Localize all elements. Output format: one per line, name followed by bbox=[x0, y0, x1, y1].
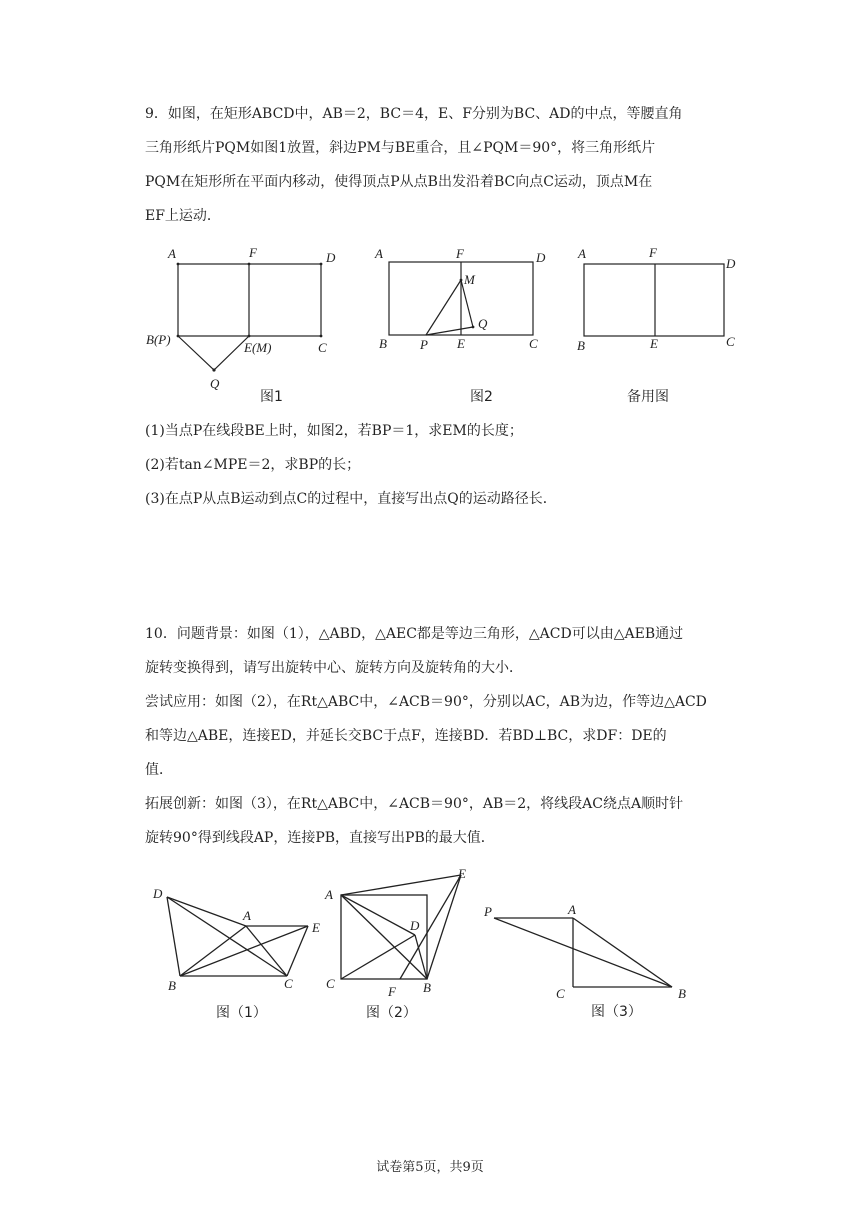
label-P: P bbox=[420, 337, 428, 352]
label-D: D bbox=[410, 918, 420, 933]
q10-figure-1 bbox=[140, 880, 340, 1030]
label-E: E bbox=[650, 336, 658, 351]
label-B: B bbox=[168, 978, 176, 993]
label-D: D bbox=[326, 250, 336, 265]
caption-backup: 备用图 bbox=[627, 389, 669, 405]
label-F: F bbox=[249, 245, 257, 260]
label-A: A bbox=[578, 246, 586, 261]
label-Q: Q bbox=[210, 376, 220, 391]
label-C: C bbox=[556, 986, 565, 1001]
label-M: M bbox=[464, 272, 475, 287]
label-A: A bbox=[375, 246, 383, 261]
label-C: C bbox=[529, 336, 538, 351]
label-F: F bbox=[649, 245, 657, 260]
q9-figure-2 bbox=[370, 240, 570, 405]
q9-figure-backup bbox=[570, 240, 770, 405]
label-A: A bbox=[243, 908, 251, 923]
label-E: E bbox=[312, 920, 320, 935]
label-B: B bbox=[678, 986, 686, 1001]
q10-line1: 10．问题背景：如图（1），△ABD，△AEC都是等边三角形，△ACD可以由△AEB通过 bbox=[145, 626, 684, 642]
caption-q10-fig3: 图（3） bbox=[591, 1004, 642, 1020]
label-C: C bbox=[726, 334, 735, 349]
q10-line2: 旋转变换得到，请写出旋转中心、旋转方向及旋转角的大小． bbox=[145, 660, 523, 676]
label-B-P: B(P) bbox=[146, 332, 171, 347]
label-E-M: E(M) bbox=[244, 340, 272, 355]
label-D: D bbox=[536, 250, 546, 265]
caption-fig2: 图2 bbox=[470, 389, 493, 405]
q9-part1: (1)当点P在线段BE上时，如图2，若BP＝1，求EM的长度； bbox=[145, 423, 523, 439]
q10-line5: 值． bbox=[145, 762, 173, 778]
label-B: B bbox=[577, 338, 585, 353]
label-D: D bbox=[153, 886, 163, 901]
page-footer: 试卷第5页，共9页 bbox=[376, 1160, 484, 1175]
label-C: C bbox=[284, 976, 293, 991]
caption-q10-fig1: 图（1） bbox=[216, 1005, 267, 1021]
label-E: E bbox=[458, 866, 466, 881]
label-P: P bbox=[484, 904, 492, 919]
label-B: B bbox=[423, 980, 431, 995]
label-F: F bbox=[456, 246, 464, 261]
label-A: A bbox=[168, 246, 176, 261]
q10-line6: 拓展创新：如图（3），在Rt△ABC中，∠ACB＝90°，AB＝2，将线段AC绕点A顺时针 bbox=[145, 796, 684, 812]
q10-figure-2 bbox=[320, 862, 490, 1021]
q9-line4: EF上运动． bbox=[145, 208, 221, 224]
q9-line3: PQM在矩形所在平面内移动，使得顶点P从点B出发沿着BC向点C运动，顶点M在 bbox=[145, 174, 653, 190]
q10-line3: 尝试应用：如图（2），在Rt△ABC中，∠ACB＝90°，分别以AC，AB为边，作等边△ACD bbox=[145, 694, 707, 710]
label-C: C bbox=[326, 976, 335, 991]
label-B: B bbox=[379, 336, 387, 351]
q10-figure-3 bbox=[480, 890, 710, 1040]
q9-figure-1 bbox=[140, 240, 340, 405]
label-C: C bbox=[318, 340, 327, 355]
label-A: A bbox=[568, 902, 576, 917]
q10-line7: 旋转90°得到线段AP，连接PB，直接写出PB的最大值． bbox=[145, 830, 495, 846]
label-D: D bbox=[726, 256, 736, 271]
caption-fig1: 图1 bbox=[260, 389, 283, 405]
label-E: E bbox=[457, 336, 465, 351]
label-Q: Q bbox=[478, 316, 488, 331]
q9-line1: 9．如图，在矩形ABCD中，AB＝2，BC＝4，E、F分别为BC、AD的中点，等腰直角 bbox=[145, 106, 683, 122]
label-F: F bbox=[388, 984, 396, 999]
label-A: A bbox=[325, 887, 333, 902]
q9-part3: (3)在点P从点B运动到点C的过程中，直接写出点Q的运动路径长． bbox=[145, 491, 557, 507]
q9-part2: (2)若tan∠MPE＝2，求BP的长； bbox=[145, 457, 361, 473]
q9-line2: 三角形纸片PQM如图1放置，斜边PM与BE重合，且∠PQM＝90°，将三角形纸片 bbox=[145, 140, 656, 156]
q10-line4: 和等边△ABE，连接ED，并延长交BC于点F，连接BD．若BD⊥BC，求DF：DE的 bbox=[145, 728, 667, 744]
caption-q10-fig2: 图（2） bbox=[366, 1005, 417, 1021]
